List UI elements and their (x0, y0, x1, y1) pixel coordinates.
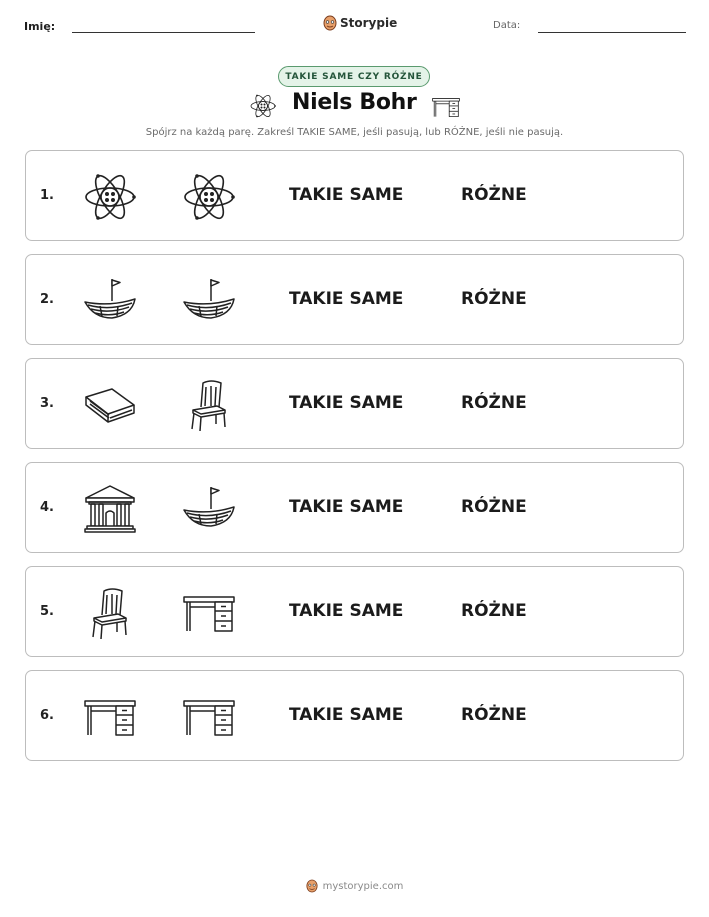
book-icon (82, 377, 138, 433)
desk-icon (82, 689, 138, 745)
desk-icon (181, 689, 237, 745)
boat-icon (181, 273, 237, 329)
same-option[interactable]: TAKIE SAME (289, 185, 404, 205)
question-number: 3. (40, 396, 54, 411)
page-title: Niels Bohr (292, 90, 417, 115)
question-number: 1. (40, 188, 54, 203)
date-label: Data: (493, 20, 521, 31)
same-option[interactable]: TAKIE SAME (289, 705, 404, 725)
different-option[interactable]: RÓŻNE (461, 601, 527, 621)
instructions: Spójrz na każdą parę. Zakreśl TAKIE SAME, jeśli pasują, lub RÓŻNE, jeśli nie pasują. (145, 127, 564, 138)
brand-logo (323, 13, 397, 33)
atom-icon (82, 169, 138, 225)
different-option[interactable]: RÓŻNE (461, 497, 527, 517)
same-option[interactable]: TAKIE SAME (289, 497, 404, 517)
different-option[interactable]: RÓŻNE (461, 289, 527, 309)
question-number: 2. (40, 292, 54, 307)
same-option[interactable]: TAKIE SAME (289, 393, 404, 413)
boat-icon (82, 273, 138, 329)
question-number: 5. (40, 604, 54, 619)
question-row-6 (25, 670, 684, 761)
question-number: 6. (40, 708, 54, 723)
chair-icon (82, 585, 138, 641)
footer (0, 879, 709, 893)
desk-icon (431, 92, 461, 122)
date-line[interactable] (538, 32, 686, 33)
chair-icon (181, 377, 237, 433)
question-row-1 (25, 150, 684, 241)
storypie-mascot-icon (306, 879, 318, 893)
atom-icon (249, 92, 277, 120)
name-line[interactable] (72, 32, 255, 33)
question-row-4 (25, 462, 684, 553)
question-number: 4. (40, 500, 54, 515)
footer-url[interactable]: mystorypie.com (322, 880, 404, 892)
question-row-2 (25, 254, 684, 345)
desk-icon (181, 585, 237, 641)
name-label: Imię: (24, 20, 56, 33)
brand-name: Storypie (340, 16, 398, 30)
question-row-5 (25, 566, 684, 657)
boat-icon (181, 481, 237, 537)
storypie-mascot-icon (323, 15, 337, 31)
worksheet-type-badge: TAKIE SAME CZY RÓŻNE (278, 66, 430, 87)
different-option[interactable]: RÓŻNE (461, 705, 527, 725)
same-option[interactable]: TAKIE SAME (289, 289, 404, 309)
question-row-3 (25, 358, 684, 449)
building-icon (82, 481, 138, 537)
different-option[interactable]: RÓŻNE (461, 393, 527, 413)
atom-icon (181, 169, 237, 225)
same-option[interactable]: TAKIE SAME (289, 601, 404, 621)
different-option[interactable]: RÓŻNE (461, 185, 527, 205)
